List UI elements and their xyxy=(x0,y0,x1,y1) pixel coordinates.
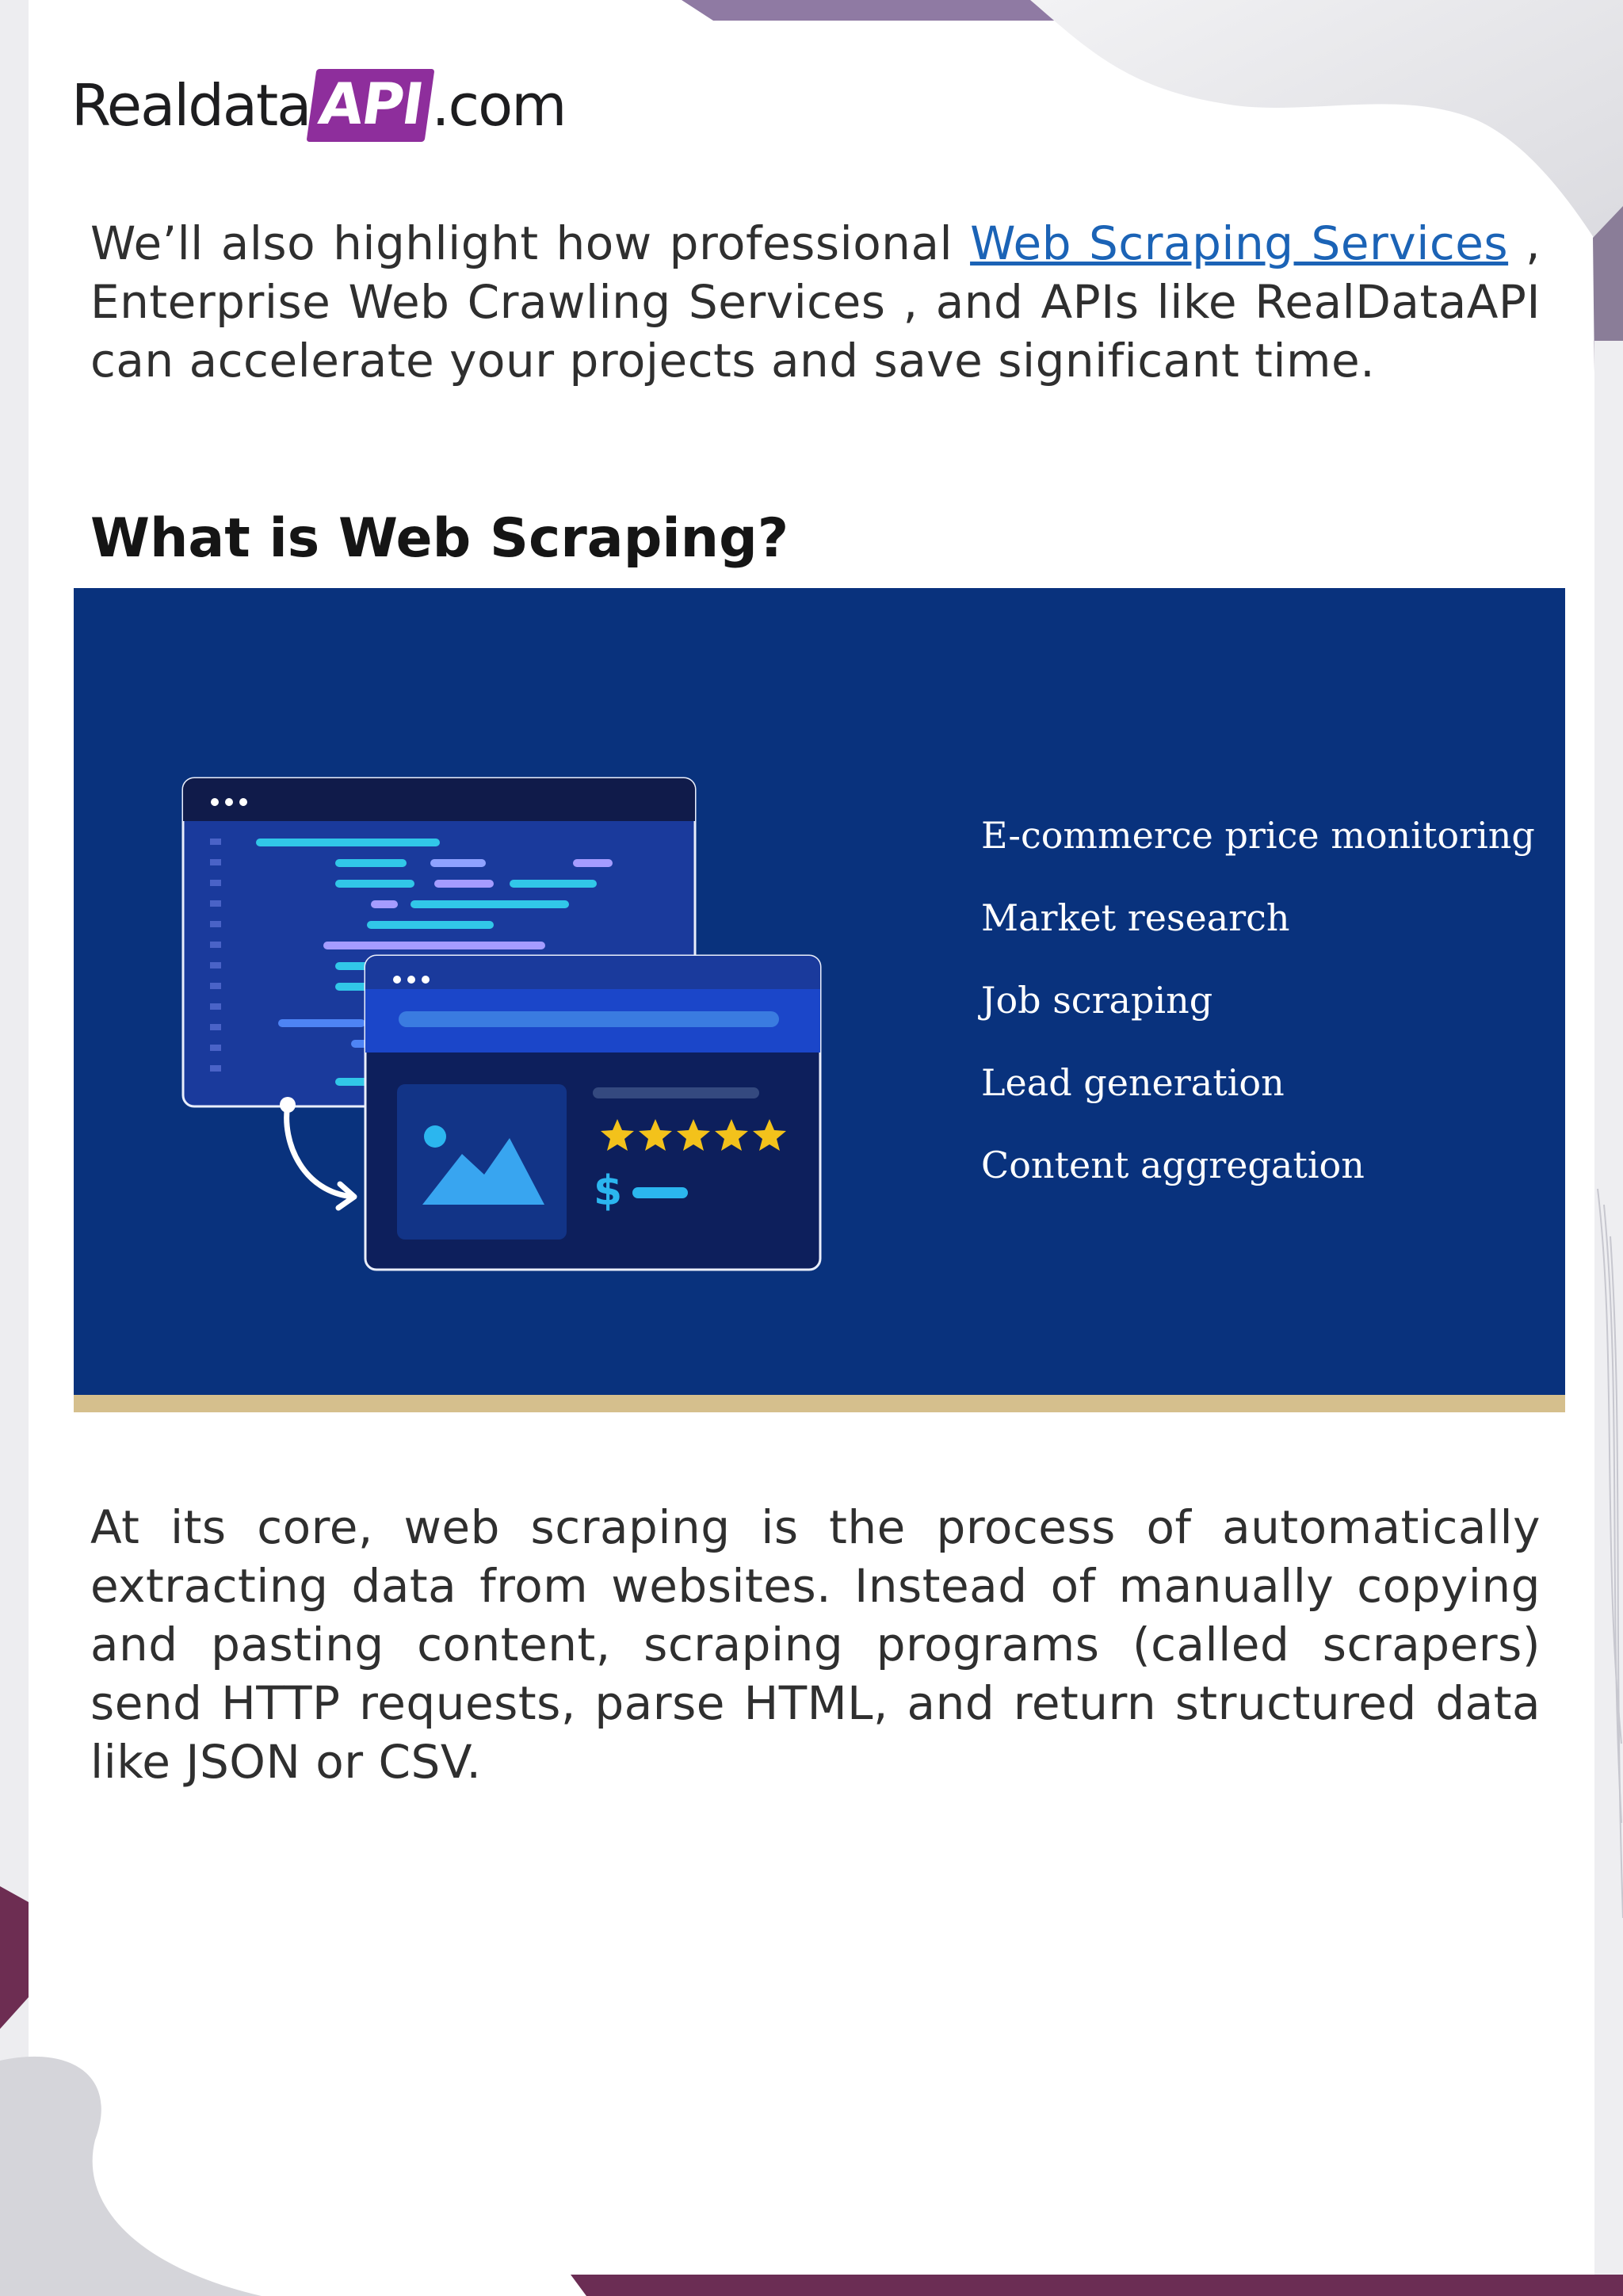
intro-paragraph xyxy=(90,214,1541,390)
logo-domain: .com xyxy=(431,72,566,139)
section-heading: What is Web Scraping? xyxy=(90,507,789,570)
use-case-item: E-commerce price monitoring xyxy=(981,814,1535,857)
use-case-item: Content aggregation xyxy=(981,1144,1365,1186)
brand-logo[interactable] xyxy=(71,62,565,149)
banner-accent-bar xyxy=(74,1395,1565,1412)
use-case-item: Job scraping xyxy=(981,979,1213,1022)
use-case-list xyxy=(981,812,1535,1224)
use-case-item: Lead generation xyxy=(981,1061,1285,1104)
scraping-illustration xyxy=(74,588,914,1396)
price-dollar-icon: $ xyxy=(594,1167,623,1215)
use-case-item: Market research xyxy=(981,896,1290,939)
intro-text-start: We’ll also highlight how professional xyxy=(90,216,971,270)
definition-paragraph: At its core, web scraping is the process of automatically extracting data from websites. Instead of manually copying and pasting content, scraping programs (called scrapers) send HTTP requests, parse HTML, and return structured data like JSON or CSV. xyxy=(90,1500,1541,1789)
intro-text-end: , Enterprise Web Crawling Services , and APIs like RealDataAPI can accelerate your projects and save significant time. xyxy=(90,216,1541,388)
logo-api-badge: API xyxy=(307,69,435,142)
web-scraping-banner xyxy=(74,588,1565,1412)
logo-text: Realdata xyxy=(71,72,311,139)
web-scraping-services-link[interactable]: Web Scraping Services xyxy=(970,216,1509,270)
